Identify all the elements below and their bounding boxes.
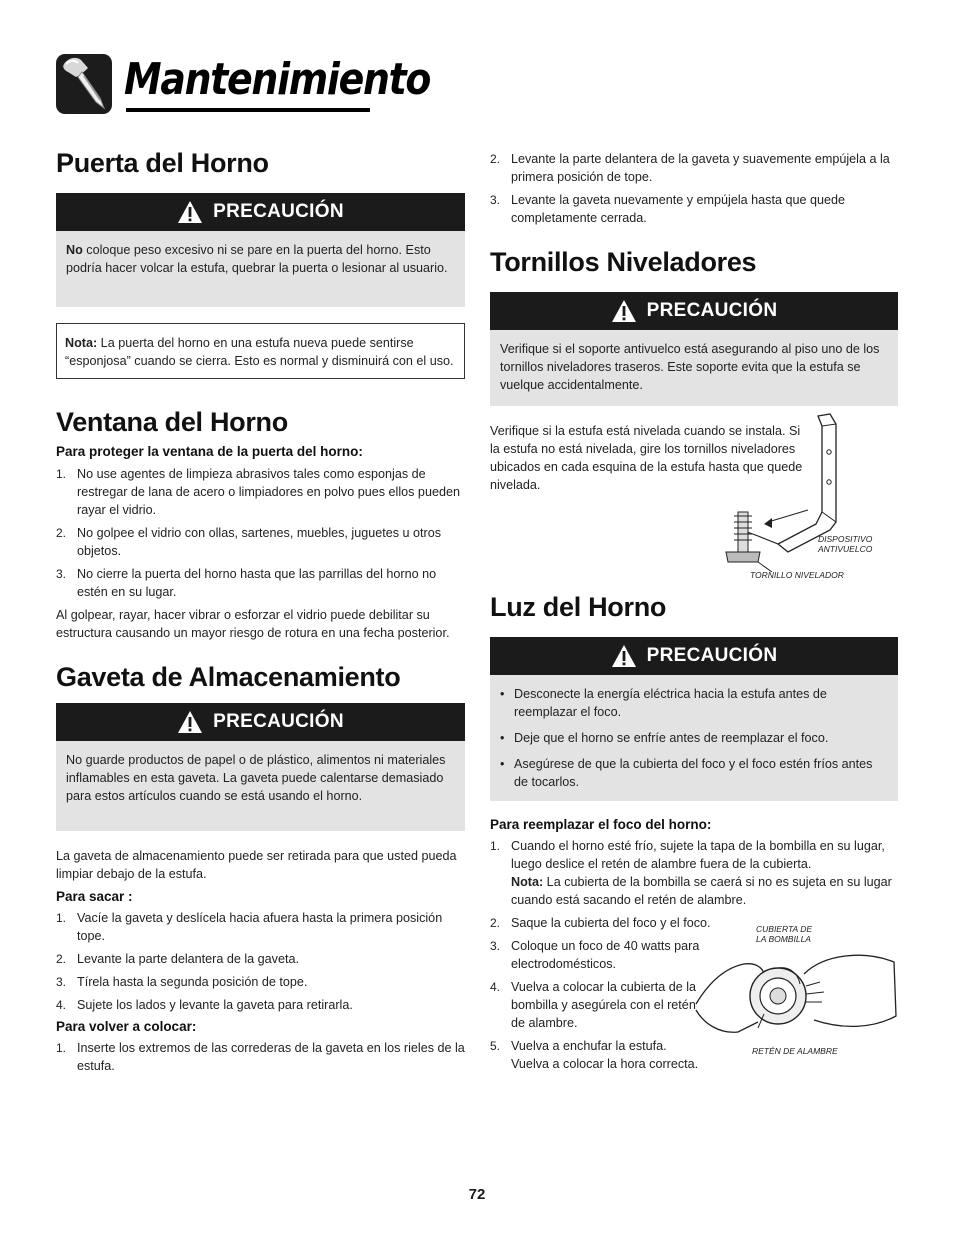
screwdriver-icon: [54, 50, 114, 116]
list-item: • Deje que el horno se enfríe antes de reemplazar el foco.: [500, 729, 888, 747]
caution-box-puerta: [56, 193, 465, 307]
list-item: 2. Levante la parte delantera de la gaveta.: [56, 952, 299, 966]
caution-header: [490, 292, 898, 330]
right-column: [490, 150, 898, 1084]
list-item: 2. No golpee el vidrio con ollas, sartenes, muebles, juguetes u otros objetos.: [56, 526, 442, 558]
caution-box-luz: [490, 637, 898, 801]
list-item: 2. Levante la parte delantera de la gaveta y suavemente empújela a la primera posición de tope.: [490, 152, 890, 184]
list-item: 2. Saque la cubierta del foco y el foco.: [490, 916, 711, 930]
caution-text: No coloque peso excesivo ni se pare en la puerta del horno. Esto podría hacer volcar la estufa, quebrar la puerta o lesionar al usuario.: [66, 243, 448, 275]
list-item: 5. Vuelva a enchufar la estufa. Vuelva a colocar la hora correcta.: [490, 1039, 699, 1071]
figure-label-device: DISPOSITIVO ANTIVUELCO: [818, 534, 873, 554]
section-heading-tornillos: Tornillos Niveladores: [490, 247, 757, 277]
title-underline: [126, 108, 370, 112]
warning-icon: [177, 200, 203, 224]
caution-label: PRECAUCIÓN: [646, 645, 778, 666]
list-item: 3. Levante la gaveta nuevamente y empújela hasta que quede completamente cerrada.: [490, 193, 845, 225]
list-item: 1. No use agentes de limpieza abrasivos tales como esponjas de restregar de lana de acero o limpiadores en polvo pues ellos pueden rayar el vidrio.: [56, 467, 460, 517]
sacar-list: [56, 909, 465, 1014]
note-box-puerta: [56, 323, 465, 379]
foco-figure-area: [490, 914, 898, 1084]
section-heading-luz: Luz del Horno: [490, 592, 667, 622]
warning-icon: [611, 299, 637, 323]
foco-list-continued: [490, 914, 711, 1073]
caution-label: PRECAUCIÓN: [213, 711, 344, 732]
list-item: • Asegúrese de que la cubierta del foco y el foco estén fríos antes de tocarlos.: [500, 755, 888, 791]
list-item: 1. Inserte los extremos de las correderas de la gaveta en los rieles de la estufa.: [56, 1041, 465, 1073]
caution-label: PRECAUCIÓN: [213, 201, 344, 222]
list-item: 4. Vuelva a colocar la cubierta de la bombilla y asegúrela con el retén de alambre.: [490, 980, 697, 1030]
tornillos-figure-area: [490, 422, 898, 592]
ventana-paragraph: Al golpear, rayar, hacer vibrar o esforzar el vidrio puede debilitar su estructura causando un mayor riesgo de rotura en una fecha posterior.: [56, 608, 450, 640]
note-text: Nota: La puerta del horno en una estufa nueva puede sentirse “esponjosa” cuando se cierra. Esto es normal y disminuirá con el uso.: [65, 336, 454, 368]
subheading-volver: Para volver a colocar:: [56, 1019, 197, 1034]
caution-header: [490, 637, 898, 675]
page-number: 72: [468, 1186, 486, 1203]
subheading-foco: Para reemplazar el foco del horno:: [490, 817, 712, 832]
list-item: • Desconecte la energía eléctrica hacia la estufa antes de reemplazar el foco.: [500, 685, 888, 721]
bulb-replacement-illustration: [694, 944, 900, 1040]
ventana-list: [56, 465, 465, 601]
volver-list: [56, 1039, 465, 1075]
gaveta-intro: La gaveta de almacenamiento puede ser retirada para que usted pueda limpiar debajo de la estufa.: [56, 849, 457, 881]
caution-body: [490, 675, 898, 801]
section-heading-ventana: Ventana del Horno: [56, 407, 288, 437]
figure-label-wire: RETÉN DE ALAMBRE: [752, 1046, 838, 1056]
caution-text: Verifique si el soporte antivuelco está asegurando al piso uno de los tornillos niveladores traseros. Este soporte evita que la estufa se vuelque accidentalmente.: [500, 342, 880, 392]
section-heading-gaveta: Gaveta de Almacenamiento: [56, 662, 401, 692]
warning-icon: [611, 644, 637, 668]
left-column: [56, 140, 465, 1080]
section-heading-puerta: Puerta del Horno: [56, 148, 269, 178]
caution-body: [56, 741, 465, 831]
caution-header: [56, 703, 465, 741]
page-title: Mantenimiento: [124, 54, 431, 105]
list-item: 3. Coloque un foco de 40 watts para electrodomésticos.: [490, 939, 700, 971]
foco-list: [490, 837, 898, 909]
figure-label-cover: CUBIERTA DE LA BOMBILLA: [756, 924, 813, 944]
page-header: [54, 50, 431, 120]
tornillos-paragraph: Verifique si la estufa está nivelada cuando se instala. Si la estufa no está nivelada, gire los tornillos niveladores ubicados en cada esquina de la estufa hasta que quede nivelada.: [490, 424, 803, 492]
caution-box-gaveta: [56, 703, 465, 831]
caution-body: [56, 231, 465, 307]
caution-header: [56, 193, 465, 231]
caution-box-tornillos: [490, 292, 898, 406]
figure-label-screw: TORNILLO NIVELADOR: [750, 570, 844, 580]
subheading-sacar: Para sacar :: [56, 889, 133, 904]
warning-icon: [177, 710, 203, 734]
caution-body: [490, 330, 898, 406]
list-item: 4. Sujete los lados y levante la gaveta para retirarla.: [56, 998, 353, 1012]
list-item: 1. Cuando el horno esté frío, sujete la tapa de la bombilla en su lugar, luego deslice el retén de alambre fuera de la cubierta. Nota: La cubierta de la bombilla se caerá si no es sujeta en su lugar cuando está sacando el retén de alambre.: [490, 839, 892, 907]
volver-list-continued: [490, 150, 898, 227]
list-item: 3. Tírela hasta la segunda posición de tope.: [56, 975, 308, 989]
caution-bullets: [500, 685, 888, 791]
list-item: 1. Vacíe la gaveta y deslícela hacia afuera hasta la primera posición tope.: [56, 911, 443, 943]
list-item: 3. No cierre la puerta del horno hasta que las parrillas del horno no estén en su lugar.: [56, 567, 437, 599]
caution-text: No guarde productos de papel o de plástico, alimentos ni materiales inflamables en esta gaveta. La gaveta puede calentarse demasiado para estos artículos cuando se está usando el horno.: [66, 753, 446, 803]
subheading-ventana: Para proteger la ventana de la puerta del horno:: [56, 444, 363, 459]
caution-label: PRECAUCIÓN: [646, 300, 778, 321]
